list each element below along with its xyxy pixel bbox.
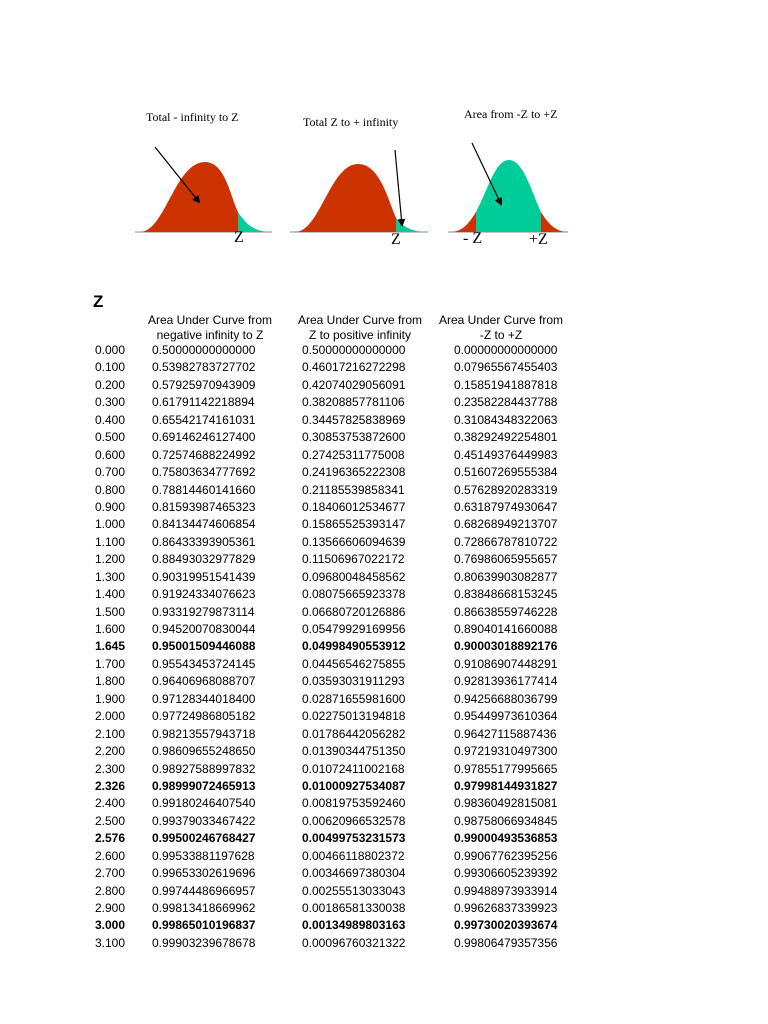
symmetric-area-cell: 0.57628920283319 [454,482,558,497]
symmetric-area-cell: 0.97219310497300 [454,744,558,759]
z-label-left: Z [234,229,244,246]
pos-infinity-cell: 0.05479929169956 [302,622,406,636]
neg-infinity-cell: 0.96406968088707 [152,674,256,689]
table-row [0,883,768,900]
pos-infinity-cell: 0.00466118802372 [302,848,405,863]
pos-infinity-cell: 0.04456546275855 [302,656,406,671]
pos-infinity-cell: 0.30853753872600 [302,430,406,445]
symmetric-area-cell: 0.98360492815081 [454,796,558,811]
z-value-cell: 2.100 [95,726,126,741]
z-value-cell: 2.000 [95,709,126,724]
table-row [0,638,768,655]
table-row [0,708,768,725]
z-value-cell: 0.600 [95,447,126,462]
z-value-cell: 0.400 [95,412,126,427]
right-tail-right-panel [541,212,566,232]
neg-infinity-cell: 0.72574688224992 [152,447,256,462]
symmetric-area-cell: 0.31084348322063 [454,412,558,427]
tail-area-middle [396,218,424,232]
curve-panel-right [448,107,568,248]
neg-infinity-cell: 0.65542174161031 [152,412,256,427]
symmetric-area-cell: 0.91086907448291 [454,656,558,671]
z-value-cell: 2.600 [95,848,126,863]
z-value-cell: 2.700 [95,866,126,881]
z-value-cell: 1.700 [95,656,126,671]
neg-infinity-cell: 0.99180246407540 [152,796,256,811]
neg-infinity-cell: 0.99653302619696 [152,866,256,881]
pos-infinity-cell: 0.50000000000000 [302,343,406,357]
symmetric-area-cell: 0.15851941887818 [454,377,558,392]
symmetric-area-cell: 0.99488973933914 [454,883,558,898]
table-row [0,482,768,499]
neg-infinity-cell: 0.97724986805182 [152,709,256,724]
z-value-cell: 2.576 [95,831,126,846]
symmetric-area-cell: 0.94256688036799 [454,691,558,706]
neg-infinity-cell: 0.99903239678678 [152,935,256,950]
caption-left: Total - infinity to Z [146,110,239,124]
z-value-cell: 1.645 [95,639,126,654]
neg-infinity-cell: 0.99744486966957 [152,883,256,898]
pos-infinity-cell: 0.11506967022172 [302,552,405,567]
symmetric-area-cell: 0.99306605239392 [454,866,558,881]
z-column-heading: Z [93,292,104,311]
z-value-cell: 2.300 [95,761,126,776]
table-row [0,551,768,568]
symmetric-area-cell: 0.68268949213707 [454,517,558,532]
pos-infinity-cell: 0.42074029056091 [302,377,406,392]
z-value-cell: 0.100 [95,360,126,375]
neg-infinity-cell: 0.84134474606854 [152,517,256,532]
table-row [0,412,768,429]
pos-infinity-cell: 0.38208857781106 [302,395,405,410]
z-value-cell: 2.400 [95,796,126,811]
z-value-cell: 1.900 [95,691,126,706]
curve-panel-middle [290,115,428,248]
z-value-cell: 1.400 [95,587,126,602]
table-row [0,848,768,865]
symmetric-area-cell: 0.63187974930647 [454,499,558,514]
symmetric-area-cell: 0.92813936177414 [454,674,558,689]
table-row [0,499,768,516]
z-label-middle: Z [391,231,401,248]
neg-infinity-cell: 0.99533881197628 [152,848,255,863]
symmetric-area-cell: 0.23582284437788 [454,395,558,410]
neg-infinity-cell: 0.99865010196837 [152,918,256,933]
z-value-cell: 1.800 [95,674,126,689]
table-row [0,761,768,778]
caption-right: Area from -Z to +Z [464,107,558,121]
col-header-neg-infinity: Area Under Curve from negative infinity to Z [147,313,273,342]
normal-curve-diagrams [0,0,768,280]
pos-infinity-cell: 0.08075665923378 [302,587,406,602]
neg-infinity-cell: 0.57925970943909 [152,377,256,392]
pos-infinity-cell: 0.00255513033043 [302,883,406,898]
neg-infinity-cell: 0.94520070830044 [152,622,256,636]
pos-infinity-cell: 0.18406012534677 [302,499,406,514]
neg-infinity-cell: 0.98999072465913 [152,778,256,793]
table-row [0,900,768,917]
col-header-symmetric: Area Under Curve from -Z to +Z [438,313,564,342]
pos-infinity-cell: 0.09680048458562 [302,569,406,584]
neg-infinity-cell: 0.69146246127400 [152,430,256,445]
neg-infinity-cell: 0.78814460141660 [152,482,256,497]
pos-infinity-cell: 0.34457825838969 [302,412,406,427]
pos-infinity-cell: 0.21185539858341 [302,482,405,497]
neg-infinity-cell: 0.93319279873114 [152,604,255,619]
neg-infinity-cell: 0.95001509446088 [152,639,256,654]
table-row [0,673,768,690]
symmetric-area-cell: 0.07965567455403 [454,360,558,375]
table-row [0,516,768,533]
curve-panel-left [135,110,272,246]
neg-infinity-cell: 0.97128344018400 [152,691,256,706]
symmetric-area-cell: 0.97855177995665 [454,761,558,776]
symmetric-area-cell: 0.99000493536853 [454,831,558,846]
pos-infinity-cell: 0.46017216272298 [302,360,406,375]
z-value-cell: 0.200 [95,377,126,392]
table-row [0,726,768,743]
table-row [0,394,768,411]
z-value-cell: 0.500 [95,430,126,445]
symmetric-area-cell: 0.45149376449983 [454,447,558,462]
neg-infinity-cell: 0.91924334076623 [152,587,256,602]
symmetric-area-cell: 0.38292492254801 [454,430,558,445]
table-row [0,464,768,481]
table-row [0,342,768,359]
pos-infinity-cell: 0.00186581330038 [302,901,406,915]
table-row [0,865,768,882]
neg-infinity-cell: 0.61791142218894 [152,395,255,410]
symmetric-area-cell: 0.72866787810722 [454,534,558,549]
symmetric-area-cell: 0.83848668153245 [454,587,558,602]
symmetric-area-cell: 0.95449973610364 [454,709,558,724]
table-row [0,604,768,621]
symmetric-area-cell: 0.96427115887436 [454,726,557,741]
neg-infinity-cell: 0.88493032977829 [152,552,256,567]
pos-infinity-cell: 0.00346697380304 [302,866,406,881]
neg-infinity-cell: 0.90319951541439 [152,569,256,584]
z-value-cell: 1.500 [95,604,126,619]
symmetric-area-cell: 0.76986065955657 [454,552,558,567]
neg-infinity-cell: 0.98609655248650 [152,744,256,759]
z-value-cell: 0.700 [95,465,126,480]
pos-infinity-cell: 0.01390344751350 [302,744,406,759]
neg-infinity-cell: 0.99379033467422 [152,813,256,828]
neg-infinity-cell: 0.50000000000000 [152,343,256,357]
table-row [0,447,768,464]
symmetric-area-cell: 0.90003018892176 [454,639,558,654]
z-value-cell: 1.000 [95,517,126,532]
pos-infinity-cell: 0.27425311775008 [302,447,405,462]
symmetric-area-cell: 0.80639903082877 [454,569,558,584]
neg-infinity-cell: 0.98927588997832 [152,761,256,776]
pos-infinity-cell: 0.24196365222308 [302,465,406,480]
z-value-cell: 2.500 [95,813,126,828]
neg-infinity-cell: 0.81593987465323 [152,499,256,514]
symmetric-area-cell: 0.86638559746228 [454,604,558,619]
pos-infinity-cell: 0.00134989803163 [302,918,406,933]
table-row [0,743,768,760]
neg-infinity-cell: 0.86433393905361 [152,534,256,549]
z-value-cell: 3.000 [95,918,126,933]
pos-infinity-cell: 0.01072411002168 [302,761,405,776]
neg-infinity-cell: 0.53982783727702 [152,360,256,375]
neg-infinity-cell: 0.95543453724145 [152,656,256,671]
z-value-cell: 2.800 [95,883,126,898]
symmetric-area-cell: 0.89040141660088 [454,622,558,636]
symmetric-area-cell: 0.99626837339923 [454,901,558,915]
neg-infinity-cell: 0.75803634777692 [152,465,256,480]
symmetric-area-cell: 0.98758066934845 [454,813,558,828]
neg-infinity-cell: 0.99813418669962 [152,901,256,915]
z-value-cell: 1.300 [95,569,126,584]
pos-infinity-cell: 0.13566606094639 [302,534,406,549]
z-value-cell: 0.900 [95,499,126,514]
symmetric-area-cell: 0.00000000000000 [454,343,558,357]
table-row [0,813,768,830]
table-row [0,569,768,586]
table-row [0,377,768,394]
table-row [0,830,768,847]
pos-infinity-cell: 0.01000927534087 [302,778,406,793]
table-row [0,917,768,934]
z-value-cell: 1.100 [95,534,126,549]
symmetric-area-cell: 0.51607269555384 [454,465,558,480]
symmetric-area-cell: 0.99806479357356 [454,935,558,950]
neg-infinity-cell: 0.98213557943718 [152,726,256,741]
neg-infinity-cell: 0.99500246768427 [152,831,256,846]
table-row [0,429,768,446]
left-tail-right-panel [452,212,476,232]
pos-infinity-cell: 0.03593031911293 [302,674,405,689]
table-row [0,935,768,952]
z-value-cell: 3.100 [95,935,126,950]
col-header-pos-infinity: Area Under Curve from Z to positive infinity [297,313,423,342]
z-value-cell: 0.800 [95,482,126,497]
caption-middle: Total Z to + infinity [303,115,399,129]
z-value-cell: 1.200 [95,552,126,567]
z-value-cell: 0.300 [95,395,126,410]
z-value-cell: 2.326 [95,778,126,793]
pos-infinity-cell: 0.00096760321322 [302,935,406,950]
neg-z-label: - Z [463,230,483,247]
table-row [0,656,768,673]
table-row [0,359,768,376]
symmetric-area-cell: 0.99067762395256 [454,848,558,863]
table-row [0,586,768,603]
symmetric-area-cell: 0.97998144931827 [454,778,558,793]
z-value-cell: 0.000 [95,343,126,357]
shaded-area-left [140,162,238,232]
pos-infinity-cell: 0.02275013194818 [302,709,406,724]
arrow-middle [395,150,402,225]
pos-infinity-cell: 0.06680720126886 [302,604,406,619]
pos-infinity-cell: 0.00620966532578 [302,813,406,828]
pos-infinity-cell: 0.15865525393147 [302,517,406,532]
table-row [0,778,768,795]
shaded-area-middle [295,164,396,232]
table-row [0,534,768,551]
table-row [0,691,768,708]
z-value-cell: 1.600 [95,622,126,636]
z-value-cell: 2.900 [95,901,126,915]
table-row [0,795,768,812]
symmetric-area-cell: 0.99730020393674 [454,918,558,933]
pos-infinity-cell: 0.00499753231573 [302,831,406,846]
pos-z-label: +Z [529,231,548,248]
pos-infinity-cell: 0.01786442056282 [302,726,406,741]
pos-infinity-cell: 0.02871655981600 [302,691,406,706]
pos-infinity-cell: 0.00819753592460 [302,796,406,811]
z-value-cell: 2.200 [95,744,126,759]
z-table-body [0,342,768,952]
pos-infinity-cell: 0.04998490553912 [302,639,406,654]
table-row [0,621,768,638]
